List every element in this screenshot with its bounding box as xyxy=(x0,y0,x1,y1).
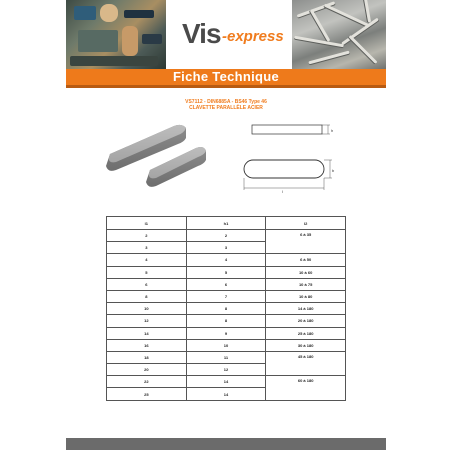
cell-l1: 10 xyxy=(107,303,187,315)
cell-l1: 2 xyxy=(107,230,187,242)
cell-h1: 3 xyxy=(186,242,266,254)
cell-l1: 12 xyxy=(107,315,187,327)
cell-h1: 7 xyxy=(186,290,266,302)
table-row xyxy=(107,254,346,266)
footer-bar xyxy=(66,438,386,450)
cell-l1: 16 xyxy=(107,339,187,351)
product-name: CLAVETTE PARALLÈLE ACIER xyxy=(189,105,263,111)
cell-l2: 6 à 35 xyxy=(266,230,346,254)
cell-l1: 8 xyxy=(107,290,187,302)
cell-l1: 4 xyxy=(107,254,187,266)
cell-l1: 25 xyxy=(107,388,187,400)
dim-l-label: l xyxy=(282,189,283,194)
cell-h1: 11 xyxy=(186,351,266,363)
cell-l2: 25 à 180 xyxy=(266,327,346,339)
cell-h1: 14 xyxy=(186,388,266,400)
cell-l1: 3 xyxy=(107,242,187,254)
vis-express-logo xyxy=(178,12,288,56)
cell-h1: 12 xyxy=(186,364,266,376)
product-reference-block xyxy=(66,99,386,111)
cell-l2: 20 à 180 xyxy=(266,315,346,327)
cell-h1: 10 xyxy=(186,339,266,351)
cell-l1: 18 xyxy=(107,351,187,363)
product-reference: VS7112 - DIN6885A - BS46 Type 46 xyxy=(185,99,267,105)
cell-h1: 6 xyxy=(186,278,266,290)
table-row xyxy=(107,327,346,339)
cell-l1: 20 xyxy=(107,364,187,376)
table-row xyxy=(107,339,346,351)
logo-vis-text: Vis xyxy=(182,18,221,49)
spec-table xyxy=(106,216,346,401)
table-row xyxy=(107,290,346,302)
table-row xyxy=(107,315,346,327)
cell-l2: 10 à 80 xyxy=(266,290,346,302)
title-banner-shadow xyxy=(66,85,386,88)
cell-l2: 60 à 180 xyxy=(266,376,346,400)
table-row xyxy=(107,303,346,315)
cell-h1: 8 xyxy=(186,303,266,315)
cell-h1: 4 xyxy=(186,254,266,266)
table-header-row xyxy=(107,217,346,230)
cell-l2: 14 à 180 xyxy=(266,303,346,315)
header-h1: h1 xyxy=(186,217,266,230)
parallel-key-illustration xyxy=(100,118,210,190)
cell-h1: 5 xyxy=(186,266,266,278)
dim-b-label: b xyxy=(332,168,335,173)
cell-h1: 8 xyxy=(186,315,266,327)
header-l1: l1 xyxy=(107,217,187,230)
cell-l2: 30 à 180 xyxy=(266,339,346,351)
key-technical-drawing xyxy=(232,118,342,198)
table-row xyxy=(107,230,346,242)
cell-l1: 5 xyxy=(107,266,187,278)
table-row xyxy=(107,266,346,278)
header-photo-screws xyxy=(292,0,386,69)
cell-l1: 14 xyxy=(107,327,187,339)
table-row xyxy=(107,351,346,363)
side-view-outline xyxy=(252,125,322,134)
header-photo-tools xyxy=(66,0,166,69)
top-view-outline xyxy=(244,160,324,178)
cell-l2: 10 à 60 xyxy=(266,266,346,278)
cell-l2: 6 à 50 xyxy=(266,254,346,266)
cell-h1: 14 xyxy=(186,376,266,388)
logo-express-text: -express xyxy=(222,28,284,45)
cell-l2: 45 à 180 xyxy=(266,351,346,375)
cell-l2: 10 à 75 xyxy=(266,278,346,290)
header-l2: l2 xyxy=(266,217,346,230)
table-row xyxy=(107,278,346,290)
cell-h1: 2 xyxy=(186,230,266,242)
cell-h1: 9 xyxy=(186,327,266,339)
cell-l1: 22 xyxy=(107,376,187,388)
dim-h-label: h xyxy=(331,128,334,133)
table-row xyxy=(107,376,346,388)
page-title: Fiche Technique xyxy=(172,69,280,84)
cell-l1: 6 xyxy=(107,278,187,290)
